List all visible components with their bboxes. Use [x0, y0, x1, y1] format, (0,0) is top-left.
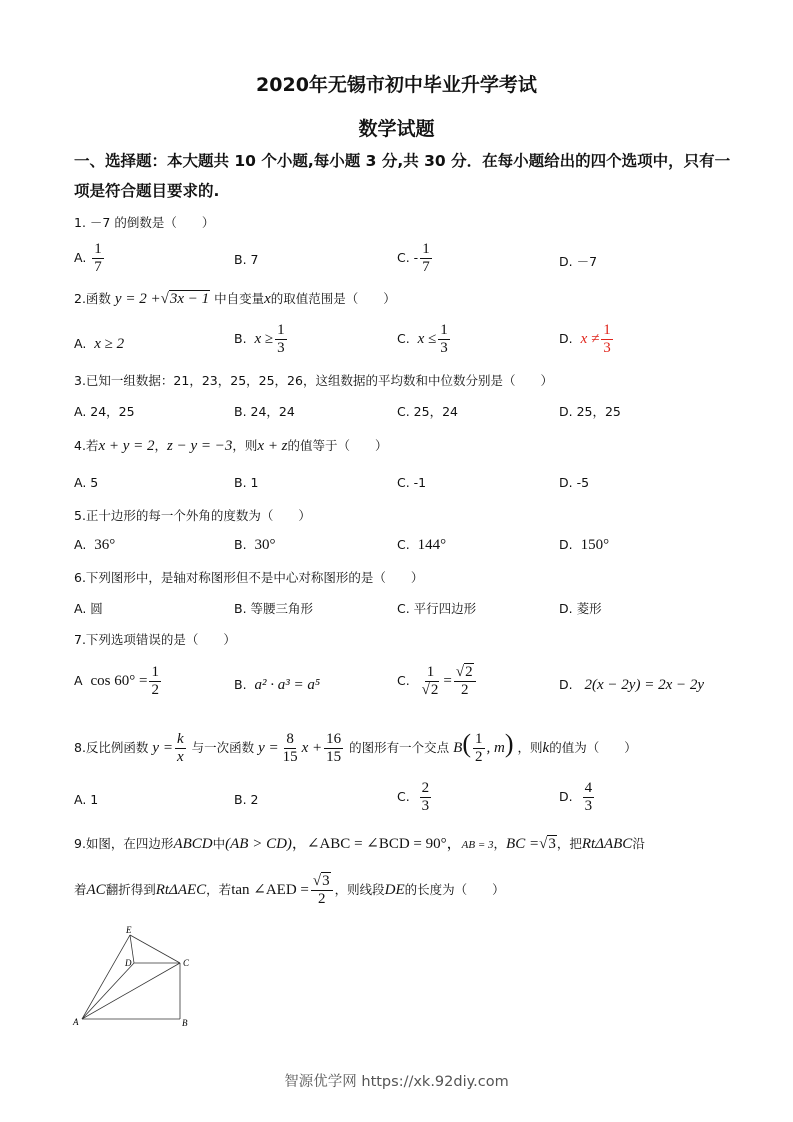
- q2-stem: [74, 289, 396, 308]
- q2-option-b: B. x ≥ $\frac{1}{3}$: [234, 322, 285, 356]
- q7-option-b: B. a² · a³ = a⁵: [234, 677, 321, 693]
- q2-option-a: A. x ≥ 2: [74, 336, 125, 352]
- edge-ec: [130, 935, 180, 963]
- q3-option-a: A. 24，25: [74, 404, 135, 419]
- q2-option-c: C. x ≤ $\frac{1}{3}$: [397, 322, 448, 356]
- q7-stem: 7.下列选项错误的是（ ）: [74, 632, 236, 647]
- q1-option-d: D. －7: [559, 254, 598, 269]
- footer-watermark: 智源优学网 https://xk.92diy.com: [284, 1074, 509, 1090]
- q3-option-c: C. 25，24: [397, 404, 458, 419]
- q5-option-d: D. 150°: [559, 537, 610, 553]
- q2-suffix: 的取值范围是（ ）: [270, 291, 396, 306]
- page-title: 2020年无锡市初中毕业升学考试: [256, 74, 537, 96]
- q2-prefix: 2.函数: [74, 291, 111, 306]
- q4-stem: 4.若x + y = 2，z − y = −3，则x + z的值等于（ ）: [74, 438, 388, 454]
- q9-stem-line2: 着AC翻折得到RtΔAEC，若tan ∠AED = $\frac{√3}{2}$ ，则线段DE的长度为（ ）: [74, 873, 505, 907]
- q1-a-fraction: $\frac{1}{7}$: [94, 241, 102, 275]
- q7-option-d: D. 2(x − 2y) = 2x − 2y: [559, 677, 705, 693]
- q7-option-c: C. $\frac{1}{√2}$ = $\frac{√2}{2}$: [397, 664, 478, 699]
- label-b: B: [182, 1018, 188, 1028]
- q6-option-c: C. 平行四边形: [397, 601, 477, 616]
- q7-option-a: A cos 60° = $\frac{1}{2}$: [74, 664, 159, 698]
- q2-sqrt: √3x − 1: [160, 291, 210, 307]
- q1-a-label: A.: [74, 250, 87, 265]
- edge-ac: [82, 963, 180, 1019]
- q3-option-d: D. 25，25: [559, 404, 621, 419]
- q1-stem: 1. －7 的倒数是（ ）: [74, 215, 215, 230]
- q2-option-d: D. x ≠ $\frac{1}{3}$: [559, 322, 611, 356]
- q2-mid: 中自变量: [214, 291, 265, 306]
- q3-stem: 3.已知一组数据：21，23，25，25，26，这组数据的平均数和中位数分别是（ ）: [74, 373, 553, 388]
- label-e: E: [126, 925, 132, 935]
- q6-stem: 6.下列图形中，是轴对称图形但不是中心对称图形的是（ ）: [74, 570, 424, 585]
- label-d: D: [125, 958, 132, 968]
- page-subtitle: 数学试题: [358, 118, 435, 140]
- q9-stem-line1: 9.如图，在四边形ABCD中(AB > CD)，∠ABC = ∠BCD = 90°，AB = 3，BC =√3，把RtΔABC沿: [74, 836, 645, 852]
- q1-option-c: [397, 241, 434, 276]
- q8-option-b: B. 2: [234, 792, 259, 807]
- section-heading-line2: 项是符合题目要求的.: [74, 182, 220, 200]
- q8-option-a: A. 1: [74, 792, 99, 807]
- q1-c-label: C. -: [397, 250, 419, 265]
- q8-option-c: C. $\frac{2}{3}$: [397, 780, 430, 814]
- edge-ad: [82, 963, 134, 1019]
- label-a: A: [73, 1017, 79, 1027]
- q5-option-c: C. 144°: [397, 537, 447, 553]
- q1-option-a: [74, 241, 106, 276]
- q4-option-c: C. -1: [397, 475, 427, 490]
- q8-stem: 8.反比例函数 y = $\frac{k}{x}$ 与一次函数 y = $\frac{8}{15}$ x + $\frac{16}{15}$ 的图形有一个交点 B( $\frac{1}{2}$ , m) ，则k的值为（ ）: [74, 729, 637, 765]
- q6-option-a: A. 圆: [74, 601, 103, 616]
- q4-option-a: A. 5: [74, 475, 99, 490]
- q8-option-d: D. $\frac{4}{3}$: [559, 780, 593, 814]
- q6-option-b: B. 等腰三角形: [234, 601, 314, 616]
- q1-option-b: B. 7: [234, 252, 259, 267]
- q2-expr: y = 2 +: [114, 291, 161, 307]
- q4-option-b: B. 1: [234, 475, 259, 490]
- section-heading-line1: 一、选择题：本大题共 10 个小题,每小题 3 分,共 30 分．在每小题给出的四个选项中，只有一: [74, 152, 731, 170]
- label-c: C: [183, 958, 190, 968]
- q9-figure: [70, 925, 200, 1030]
- q3-option-b: B. 24，24: [234, 404, 295, 419]
- section-heading: [74, 146, 734, 206]
- q1-c-fraction: $\frac{1}{7}$: [422, 241, 430, 275]
- q6-option-d: D. 菱形: [559, 601, 602, 616]
- q5-option-b: B. 30°: [234, 537, 276, 553]
- q5-stem: 5.正十边形的每一个外角的度数为（ ）: [74, 508, 311, 523]
- q4-option-d: D. -5: [559, 475, 590, 490]
- edge-ae: [82, 935, 130, 1019]
- q2-var: x: [264, 291, 271, 307]
- q5-option-a: A. 36°: [74, 537, 116, 553]
